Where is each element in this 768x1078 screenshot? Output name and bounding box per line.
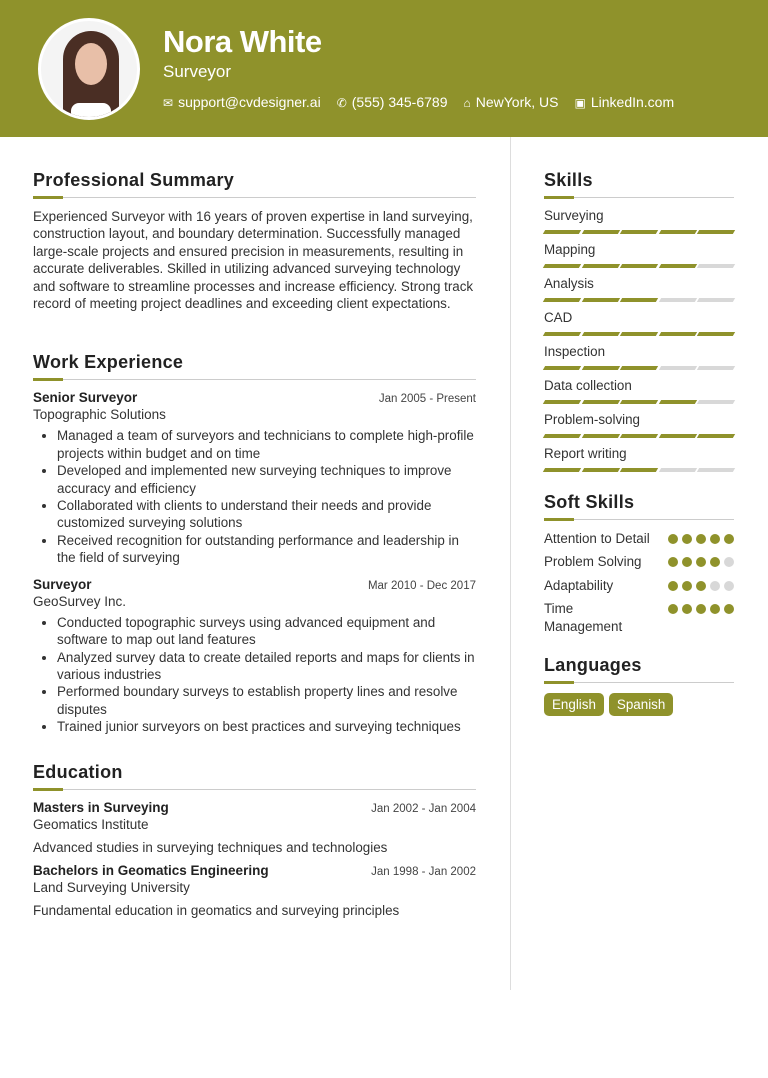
skill-level-bar [544,264,734,268]
rating-dot [668,604,678,614]
education-description: Advanced studies in surveying techniques and technologies [33,839,388,855]
skill-name: Analysis [544,276,594,291]
job-bullets [57,614,476,736]
job-company: Topographic Solutions [33,407,166,423]
email-text: support@cvdesigner.ai [178,94,321,110]
rating-dot [696,581,706,591]
job-bullet: • Collaborated with clients to understand their needs and provide customized surveying solutions [57,497,476,532]
skill-level-segment [659,230,697,234]
column-divider [510,137,511,990]
contact-location [464,94,559,110]
education-section [33,762,476,918]
contact-phone[interactable] [337,94,448,110]
job-bullet: • Managed a team of surveyors and technicians to complete high-profile projects within budget and on time [57,427,476,462]
soft-skills-heading: Soft Skills [544,492,734,520]
rating-dot [724,581,734,591]
school: Geomatics Institute [33,816,149,832]
skill-name: Report writing [544,446,627,461]
education-entry [33,863,476,918]
job-company: GeoSurvey Inc. [33,593,127,609]
resume-header [0,0,768,137]
job-date: Jan 2005 - Present [378,393,476,406]
skill-level-segment [659,298,697,302]
phone-text: (555) 345-6789 [351,94,448,110]
skill-level-segment [581,264,619,268]
rating-dot [682,534,692,544]
job-bullet: • Received recognition for outstanding performance and leadership in the field of surveying [57,532,476,567]
skill-level-segment [543,400,581,404]
skill-level-bar [544,332,734,336]
rating-dot [710,534,720,544]
soft-skills-section [544,492,734,635]
candidate-title: Surveyor [163,62,232,81]
job-bullets [57,427,476,566]
profile-photo [38,18,140,120]
rating-dot [696,557,706,567]
skill-level-segment [697,298,735,302]
job-bullet: • Trained junior surveyors on best practices and surveying techniques [57,718,476,735]
rating-dot [668,557,678,567]
education-header [33,863,476,878]
rating-dot [710,557,720,567]
home-icon: ⌂ [463,96,471,110]
soft-skill-name: Time Management [544,601,623,634]
skill-level-segment [620,298,658,302]
rating-dot [724,534,734,544]
skill-level-segment [581,230,619,234]
skill-level-segment [581,400,619,404]
skill-level-segment [697,400,735,404]
skill-level-segment [659,366,697,370]
linkedin-icon: ▣ [574,96,586,110]
skill-level-segment [581,332,619,336]
degree: Masters in Surveying [33,799,169,815]
candidate-name: Nora White [163,24,322,59]
skill-level-segment [620,468,658,472]
skill-item [544,446,734,472]
languages-heading: Languages [544,655,734,683]
job-bullet: • Performed boundary surveys to establish property lines and resolve disputes [57,683,476,718]
location-text: NewYork, US [475,94,559,110]
rating-dot [668,581,678,591]
skill-level-bar [544,366,734,370]
work-heading: Work Experience [33,352,476,380]
language-tag: Spanish [609,693,673,716]
skill-level-segment [659,434,697,438]
skill-name: Surveying [544,208,604,223]
main-column [33,170,476,926]
job-header [33,390,476,405]
rating-dot [682,581,692,591]
soft-skill-item [544,530,734,547]
skill-level-segment [659,468,697,472]
job-bullet: • Conducted topographic surveys using advanced equipment and software to map out land features [57,614,476,649]
skill-level-segment [543,468,581,472]
skill-level-segment [581,434,619,438]
rating-dot [682,604,692,614]
job-header [33,577,476,592]
skill-level-segment [697,434,735,438]
languages-section [544,655,734,716]
rating-dot [682,557,692,567]
skill-level-segment [697,230,735,234]
skill-level-bar [544,434,734,438]
skill-item [544,276,734,302]
contact-email[interactable] [163,94,321,110]
skill-level-segment [659,332,697,336]
skill-name: Mapping [544,242,596,257]
rating-dot [696,604,706,614]
skill-level-segment [697,332,735,336]
skill-name: CAD [544,310,573,325]
skill-level-segment [543,298,581,302]
soft-skill-item [544,577,734,594]
job-bullet: • Analyzed survey data to create detailed reports and maps for clients in various industries [57,649,476,684]
phone-icon: ✆ [336,96,347,110]
skill-level-segment [620,434,658,438]
summary-text: Experienced Surveyor with 16 years of proven expertise in land surveying, construction layout, and boundary determination. Successfully managed large-scale projects and ensured precision in measurements, resulting in accurate deliverables. Skilled in utilizing advanced surveying technology and software to streamline processes and increase efficiency. Strong track record of meeting project deadlines and exceeding client expectations. [33,209,474,312]
rating-dot [668,534,678,544]
skill-item [544,344,734,370]
skill-level-segment [581,298,619,302]
linkedin-text: LinkedIn.com [590,94,675,110]
soft-skill-name: Problem Solving [544,554,642,570]
education-entry [33,800,476,855]
skills-heading: Skills [544,170,734,198]
skill-level-bar [544,468,734,472]
skill-level-segment [697,366,735,370]
education-heading: Education [33,762,476,790]
skill-item [544,310,734,336]
soft-skill-rating [668,604,734,635]
soft-skill-rating [668,557,734,570]
skill-level-segment [543,230,581,234]
skill-name: Data collection [544,378,632,393]
skill-level-segment [659,400,697,404]
skill-level-segment [620,264,658,268]
summary-heading: Professional Summary [33,170,476,198]
skill-level-bar [544,230,734,234]
soft-skill-item [544,600,734,635]
rating-dot [724,604,734,614]
envelope-icon: ✉ [163,96,174,110]
rating-dot [696,534,706,544]
skill-level-segment [543,366,581,370]
side-column [544,170,734,716]
skills-section [544,170,734,472]
skill-level-bar [544,400,734,404]
soft-skill-name: Adaptability [544,577,614,593]
contact-row [163,94,674,110]
education-date: Jan 1998 - Jan 2002 [371,865,476,878]
education-header [33,800,476,815]
skill-name: Problem-solving [544,412,641,427]
job-title: Senior Surveyor [33,390,138,406]
education-description: Fundamental education in geomatics and surveying principles [33,902,400,918]
skill-item [544,378,734,404]
work-section [33,352,476,735]
soft-skill-rating [668,581,734,594]
skill-level-segment [620,366,658,370]
degree: Bachelors in Geomatics Engineering [33,862,269,878]
language-tag: English [544,693,604,716]
skill-name: Inspection [544,344,606,359]
job-title: Surveyor [33,576,92,592]
job-date: Mar 2010 - Dec 2017 [367,579,476,592]
job-bullet: • Developed and implemented new surveying techniques to improve accuracy and efficiency [57,462,476,497]
rating-dot [710,604,720,614]
skill-level-segment [543,264,581,268]
skill-level-segment [697,264,735,268]
education-date: Jan 2002 - Jan 2004 [371,802,476,815]
job-entry [33,577,476,736]
school: Land Surveying University [33,879,190,895]
skill-item [544,208,734,234]
skill-level-segment [543,332,581,336]
skill-level-segment [581,468,619,472]
skill-level-segment [620,400,658,404]
soft-skill-item [544,553,734,570]
skill-level-bar [544,298,734,302]
skill-level-segment [581,366,619,370]
skill-level-segment [543,434,581,438]
job-entry [33,390,476,566]
skill-level-segment [659,264,697,268]
skill-level-segment [620,332,658,336]
contact-linkedin[interactable] [575,94,675,110]
soft-skill-name: Attention to Detail [544,531,650,546]
skill-item [544,242,734,268]
soft-skill-rating [668,534,734,547]
skill-level-segment [697,468,735,472]
rating-dot [710,581,720,591]
skill-level-segment [620,230,658,234]
rating-dot [724,557,734,567]
skill-item [544,412,734,438]
